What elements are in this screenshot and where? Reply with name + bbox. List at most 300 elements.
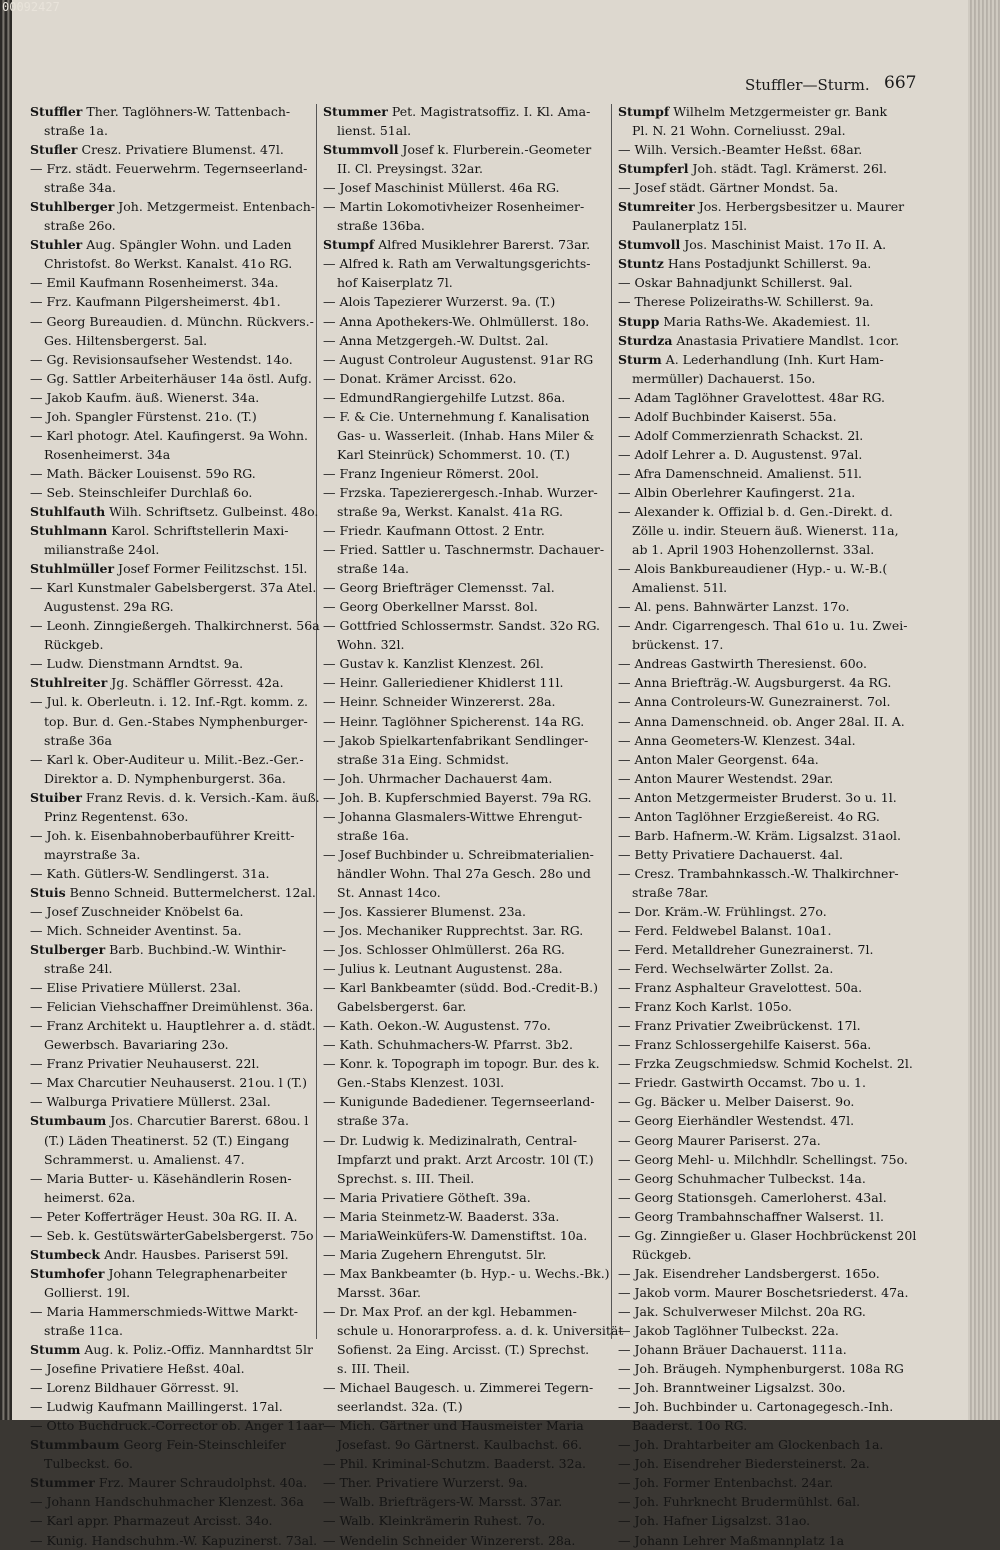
entry-text: s. III. Theil.	[337, 1361, 410, 1377]
entry-text: — Joh. Bräugeh. Nymphenburgerst. 108a RG	[618, 1361, 904, 1377]
entry-text: Josef k. Flurberein.-Geometer	[398, 142, 592, 158]
directory-line	[30, 883, 315, 902]
directory-line	[323, 769, 608, 788]
entry-text: — Jos. Mechaniker Rupprechtst. 3ar. RG.	[323, 923, 584, 939]
directory-line	[323, 1302, 608, 1321]
column-divider	[316, 104, 317, 1339]
entry-text: — Maria Hammerschmieds-Wittwe Markt-	[30, 1303, 299, 1319]
entry-text: — Karl photogr. Atel. Kaufingerst. 9a Wohn.	[30, 427, 309, 443]
entry-text: — MariaWeinküfers-W. Damenstiftst. 10a.	[323, 1227, 588, 1243]
entry-text: — Max Charcutier Neuhauserst. 21ou. l (T.)	[30, 1075, 307, 1091]
entry-text: — Franz Schlossergehilfe Kaiserst. 56a.	[618, 1037, 872, 1053]
entry-text: II. Cl. Preysingst. 32ar.	[337, 161, 483, 177]
entry-text: Hans Postadjunkt Schillerst. 9a.	[663, 256, 872, 272]
directory-line	[30, 1131, 315, 1150]
entry-text: Gewerbsch. Bavariaring 23o.	[44, 1037, 229, 1053]
directory-line	[323, 921, 608, 940]
entry-text: — Maria Steinmetz-W. Baaderst. 33a.	[323, 1208, 560, 1224]
directory-line	[323, 235, 608, 254]
directory-line	[30, 864, 315, 883]
directory-line	[323, 1454, 608, 1473]
entry-text: Josefast. 9o Gärtnerst. Kaulbachst. 66.	[337, 1437, 583, 1453]
directory-line	[618, 1492, 903, 1511]
entry-text: — Joh. Fuhrknecht Brudermühlst. 6al.	[618, 1494, 861, 1510]
entry-text: — Anton Maler Georgenst. 64a.	[618, 751, 819, 767]
directory-line	[30, 388, 315, 407]
entry-text: — Jos. Kassierer Blumenst. 23a.	[323, 903, 526, 919]
entry-text: straße 31a Eing. Schmidst.	[337, 751, 509, 767]
directory-line	[323, 1378, 608, 1397]
directory-line	[618, 369, 903, 388]
directory-line	[30, 121, 315, 140]
directory-line	[323, 692, 608, 711]
entry-text: Franz Revis. d. k. Versich.-Kam. äuß.	[81, 789, 320, 805]
directory-line	[323, 1340, 608, 1359]
directory-line	[30, 540, 315, 559]
entry-text: — Friedr. Gastwirth Occamst. 7bo u. 1.	[618, 1075, 866, 1091]
directory-line	[618, 997, 903, 1016]
surname: Stumpferl	[618, 161, 689, 177]
entry-text: — August Controleur Augustenst. 91ar RG	[323, 351, 594, 367]
entry-text: — Georg Oberkellner Marsst. 8ol.	[323, 599, 538, 615]
entry-text: — Elise Privatiere Müllerst. 23al.	[30, 980, 241, 996]
entry-text: — Alexander k. Offizial b. d. Gen.-Direkt. d.	[618, 503, 893, 519]
directory-line	[30, 216, 315, 235]
entry-text: straße 36a	[44, 732, 112, 748]
entry-text: — Friedr. Kaufmann Ottost. 2 Entr.	[323, 523, 545, 539]
page-number: 667	[884, 73, 917, 93]
directory-line	[30, 1264, 315, 1283]
directory-line	[618, 616, 908, 635]
directory-line	[618, 1092, 903, 1111]
entry-text: — Peter Kofferträger Heust. 30a RG. II. A.	[30, 1208, 298, 1224]
entry-text: — Math. Bäcker Louisenst. 59o RG.	[30, 465, 256, 481]
directory-line	[30, 940, 315, 959]
entry-text: — Michael Baugesch. u. Zimmerei Tegern-	[323, 1380, 594, 1396]
directory-line	[323, 350, 608, 369]
entry-text: — Phil. Kriminal-Schutzm. Baaderst. 32a.	[323, 1456, 587, 1472]
directory-line	[30, 921, 315, 940]
directory-line	[30, 750, 315, 769]
entry-text: straße 9a, Werkst. Kanalst. 41a RG.	[337, 503, 564, 519]
directory-line	[30, 292, 315, 311]
entry-text: — Lorenz Bildhauer Görresst. 9l.	[30, 1380, 239, 1396]
entry-text: — Johanna Glasmalers-Wittwe Ehrengut-	[323, 808, 583, 824]
directory-line	[323, 1435, 608, 1454]
directory-line	[30, 1245, 315, 1264]
directory-line	[323, 445, 608, 464]
entry-text: Wohn. 32l.	[337, 637, 405, 653]
directory-line	[618, 254, 903, 273]
directory-line	[30, 673, 315, 692]
directory-line	[30, 654, 315, 673]
directory-line	[618, 559, 903, 578]
entry-text: — Johann Handschuhmacher Klenzest. 36a	[30, 1494, 304, 1510]
directory-line	[618, 350, 903, 369]
entry-text: — Johann Lehrer Maßmannplatz 1a	[618, 1532, 845, 1548]
directory-line	[618, 426, 903, 445]
directory-line	[323, 1111, 608, 1130]
entry-text: straße 14a.	[337, 561, 409, 577]
directory-line	[323, 959, 608, 978]
directory-line	[618, 807, 903, 826]
entry-text: Wilhelm Metzgermeister gr. Bank	[669, 104, 888, 119]
entry-text: — Kath. Schuhmachers-W. Pfarrst. 3b2.	[323, 1037, 573, 1053]
directory-line	[30, 445, 315, 464]
directory-line	[30, 1359, 315, 1378]
entry-text: — Franz Koch Karlst. 105o.	[618, 999, 793, 1015]
entry-text: — Otto Buchdruck.-Corrector ob. Anger 11aar	[30, 1418, 324, 1434]
entry-text: Impfarzt und prakt. Arzt Arcostr. 10l (T.)	[337, 1151, 594, 1167]
directory-line	[618, 1169, 903, 1188]
directory-line	[30, 1416, 324, 1435]
entry-text: — Maria Zugehern Ehrengutst. 5lr.	[323, 1246, 547, 1262]
directory-line	[30, 845, 315, 864]
directory-line	[30, 502, 319, 521]
directory-line	[618, 959, 903, 978]
entry-text: — Jakob Kaufm. äuß. Wienerst. 34a.	[30, 389, 260, 405]
entry-text: — Jakob Spielkartenfabrikant Sendlinger-	[323, 732, 589, 748]
entry-text: straße 37a.	[337, 1113, 409, 1129]
entry-text: — F. & Cie. Unternehmung f. Kanalisation	[323, 408, 590, 424]
entry-text: — Ferd. Feldwebel Balanst. 10a1.	[618, 923, 832, 939]
entry-text: Jg. Schäffler Görresst. 42a.	[107, 675, 284, 691]
directory-line	[30, 331, 315, 350]
directory-line	[323, 1169, 608, 1188]
directory-line	[30, 102, 315, 121]
entry-text: Direktor a. D. Nymphenburgerst. 36a.	[44, 770, 286, 786]
directory-line	[323, 369, 608, 388]
entry-text: Amalienst. 51l.	[632, 580, 728, 596]
directory-line	[323, 750, 608, 769]
directory-line	[618, 731, 903, 750]
entry-text: Frz. Maurer Schraudolphst. 40a.	[94, 1475, 308, 1491]
directory-line	[323, 788, 608, 807]
entry-text: straße 11ca.	[44, 1323, 123, 1338]
entry-text: — Kunig. Handschuhm.-W. Kapuzinerst. 73al.	[30, 1532, 318, 1548]
directory-line	[618, 692, 903, 711]
directory-line	[618, 1302, 903, 1321]
entry-text: mermüller) Dachauerst. 15o.	[632, 370, 816, 386]
surname: Stulberger	[30, 942, 106, 958]
directory-line	[618, 978, 903, 997]
entry-text: — Wendelin Schneider Winzererst. 28a.	[323, 1532, 576, 1548]
entry-text: Ges. Hiltensbergerst. 5al.	[44, 332, 208, 348]
directory-line	[618, 826, 903, 845]
directory-line	[618, 864, 903, 883]
entry-text: — Adolf Lehrer a. D. Augustenst. 97al.	[618, 446, 863, 462]
entry-text: — Joh. Hafner Ligsalzst. 31ao.	[618, 1513, 811, 1529]
entry-text: — Georg Maurer Pariserst. 27a.	[618, 1132, 821, 1148]
entry-text: — Adam Taglöhner Gravelottest. 48ar RG.	[618, 389, 886, 405]
directory-line	[30, 235, 315, 254]
entry-text: — Kunigunde Badediener. Tegernseerland-	[323, 1094, 595, 1110]
directory-column-1	[30, 102, 324, 1550]
directory-line	[30, 1511, 315, 1530]
entry-text: Jos. Charcutier Barerst. 68ou. l	[106, 1113, 309, 1129]
entry-text: — Franz Asphalteur Gravelottest. 50a.	[618, 980, 863, 996]
entry-text: — Mich. Gärtner und Hausmeister Maria	[323, 1418, 584, 1434]
entry-text: Jos. Maschinist Maist. 17o II. A.	[680, 237, 887, 253]
directory-line	[30, 597, 315, 616]
entry-text: Pl. N. 21 Wohn. Corneliusst. 29al.	[632, 123, 846, 139]
directory-line	[323, 159, 608, 178]
entry-text: — Franz Privatier Neuhauserst. 22l.	[30, 1056, 260, 1072]
directory-line	[618, 1435, 903, 1454]
entry-text: — EdmundRangiergehilfe Lutzst. 86a.	[323, 389, 566, 405]
directory-line	[323, 1245, 608, 1264]
entry-text: ab 1. April 1903 Hohenzollernst. 33al.	[632, 542, 875, 558]
entry-text: schule u. Honorarprofess. a. d. k. Universität	[337, 1323, 624, 1338]
directory-line	[323, 197, 608, 216]
directory-line	[323, 502, 608, 521]
directory-line	[323, 883, 608, 902]
entry-text: — Josef Buchbinder u. Schreibmaterialien-	[323, 846, 594, 862]
directory-line	[618, 845, 903, 864]
directory-line	[618, 1131, 903, 1150]
directory-line	[30, 1150, 315, 1169]
surname: Stuhlmann	[30, 523, 108, 539]
entry-text: — Jos. Schlosser Ohlmüllerst. 26a RG.	[323, 942, 565, 958]
entry-text: — Joh. Uhrmacher Dachauerst 4am.	[323, 770, 553, 786]
entry-text: — Anton Metzgermeister Bruderst. 3o u. 1l.	[618, 789, 897, 805]
directory-line	[618, 140, 903, 159]
entry-text: — Ludwig Kaufmann Maillingerst. 17al.	[30, 1399, 283, 1415]
entry-text: — Konr. k. Topograph im topogr. Bur. des k.	[323, 1056, 600, 1072]
right-page-edges	[968, 0, 1000, 1420]
entry-text: — Georg Mehl- u. Milchhdlr. Schellingst. 75o.	[618, 1151, 908, 1167]
directory-line	[323, 254, 608, 273]
entry-text: Josef Former Feilitzschst. 15l.	[114, 561, 308, 577]
directory-line	[618, 235, 903, 254]
entry-text: — Jak. Schulverweser Milchst. 20a RG.	[618, 1303, 866, 1319]
directory-line	[30, 521, 315, 540]
directory-line	[323, 464, 608, 483]
directory-line	[323, 635, 608, 654]
entry-text: St. Annast 14co.	[337, 884, 441, 900]
directory-line	[30, 369, 315, 388]
directory-line	[30, 140, 315, 159]
entry-text: — Alois Bankbureaudiener (Hyp.- u. W.-B.(	[618, 561, 888, 577]
entry-text: — Gottfried Schlossermstr. Sandst. 32o RG.	[323, 618, 600, 634]
directory-line	[618, 331, 903, 350]
entry-text: — Wilh. Versich.-Beamter Heßst. 68ar.	[618, 142, 863, 158]
entry-text: — Kath. Oekon.-W. Augustenst. 77o.	[323, 1018, 551, 1034]
directory-line	[618, 178, 903, 197]
directory-line	[323, 273, 608, 292]
directory-line	[323, 1073, 608, 1092]
directory-line	[30, 1492, 315, 1511]
entry-text: — Josef städt. Gärtner Mondst. 5a.	[618, 180, 839, 196]
directory-line	[323, 312, 608, 331]
directory-line	[30, 1302, 315, 1321]
directory-line	[30, 483, 315, 502]
directory-line	[323, 1188, 608, 1207]
directory-line	[30, 407, 315, 426]
entry-text: — Joh. B. Kupferschmied Bayerst. 79a RG.	[323, 789, 592, 805]
entry-text: Paulanerplatz 15l.	[632, 218, 748, 234]
directory-line	[323, 1054, 608, 1073]
directory-line	[323, 997, 608, 1016]
directory-line	[30, 1531, 318, 1550]
directory-line	[618, 750, 903, 769]
directory-line	[30, 1321, 315, 1340]
entry-text: — Georg Schuhmacher Tulbeckst. 14a.	[618, 1170, 866, 1186]
entry-text: lienst. 51al.	[337, 123, 412, 139]
entry-text: Joh. Metzgermeist. Entenbach-	[114, 199, 315, 215]
directory-line	[323, 540, 608, 559]
directory-line	[30, 1169, 315, 1188]
directory-line	[618, 1245, 903, 1264]
directory-line	[323, 597, 608, 616]
entry-text: Zölle u. indir. Steuern äuß. Wienerst. 11a,	[632, 523, 899, 539]
entry-text: — Walburga Privatiere Müllerst. 23al.	[30, 1094, 271, 1110]
entry-text: — Cresz. Trambahnkassch.-W. Thalkirchner-	[618, 865, 899, 881]
entry-text: Christofst. 8o Werkst. Kanalst. 41o RG.	[44, 256, 293, 272]
entry-text: — Walb. Kleinkrämerin Ruhest. 7o.	[323, 1513, 546, 1529]
directory-line	[323, 712, 608, 731]
surname: Stumpf	[618, 104, 670, 119]
entry-text: — Anna Metzgergeh.-W. Dultst. 2al.	[323, 332, 549, 348]
directory-line	[323, 426, 608, 445]
directory-line	[618, 1511, 903, 1530]
entry-text: — Anton Maurer Westendst. 29ar.	[618, 770, 834, 786]
directory-line	[323, 1131, 608, 1150]
entry-text: brückenst. 17.	[632, 637, 724, 653]
directory-line	[30, 712, 315, 731]
entry-text: — Frzka Zeugschmiedsw. Schmid Kochelst. 2l.	[618, 1056, 913, 1072]
entry-text: Joh. städt. Tagl. Krämerst. 26l.	[688, 161, 887, 177]
directory-line	[30, 273, 315, 292]
entry-text: — Andr. Cigarrengesch. Thal 61o u. 1u. Zwei-	[618, 618, 908, 634]
directory-line	[618, 1531, 903, 1550]
entry-text: — Seb. Steinschleifer Durchlaß 6o.	[30, 484, 253, 500]
directory-line	[618, 902, 903, 921]
entry-text: — Josef Maschinist Müllerst. 46a RG.	[323, 180, 560, 196]
surname: Stummer	[30, 1475, 95, 1491]
directory-line	[618, 940, 903, 959]
directory-line	[30, 616, 320, 635]
entry-text: Wilh. Schriftsetz. Gulbeinst. 48o.	[105, 503, 319, 519]
entry-text: — Fried. Sattler u. Taschnermstr. Dachauer-	[323, 542, 605, 558]
directory-line	[618, 273, 903, 292]
directory-line	[30, 1035, 315, 1054]
directory-line	[618, 312, 903, 331]
directory-line	[323, 845, 608, 864]
directory-line	[618, 464, 903, 483]
surname: Stuntz	[618, 256, 664, 272]
entry-text: Barb. Buchbind.-W. Winthir-	[105, 942, 287, 958]
surname: Stumbeck	[30, 1246, 101, 1262]
directory-line	[618, 673, 903, 692]
entry-text: — Joh. Buchbinder u. Cartonagegesch.-Inh.	[618, 1399, 894, 1415]
entry-text: — Kath. Gütlers-W. Sendlingerst. 31a.	[30, 865, 270, 881]
entry-text: — Adolf Buchbinder Kaiserst. 55a.	[618, 408, 837, 424]
entry-text: — Ferd. Wechselwärter Zollst. 2a.	[618, 961, 834, 977]
entry-text: Rosenheimerst. 34a	[44, 446, 171, 462]
directory-line	[618, 502, 903, 521]
entry-text: Gas- u. Wasserleit. (Inhab. Hans Miler &	[337, 427, 595, 443]
directory-line	[323, 121, 608, 140]
entry-text: Maria Raths-We. Akademiest. 1l.	[659, 313, 871, 329]
directory-line	[30, 959, 315, 978]
directory-line	[30, 826, 315, 845]
entry-text: — Jul. k. Oberleutn. i. 12. Inf.-Rgt. komm. z.	[30, 694, 308, 710]
directory-line	[30, 1092, 315, 1111]
directory-line	[618, 635, 903, 654]
directory-line	[323, 978, 608, 997]
entry-text: — Jakob vorm. Maurer Boschetsriederst. 47a.	[618, 1284, 909, 1300]
entry-text: — Joh. Branntweiner Ligsalzst. 30o.	[618, 1380, 846, 1396]
entry-text: — Anna Damenschneid. ob. Anger 28al. II. A.	[618, 713, 905, 729]
directory-line	[30, 997, 315, 1016]
entry-text: — Ludw. Dienstmann Arndtst. 9a.	[30, 656, 244, 672]
entry-text: — Joh. Spangler Fürstenst. 21o. (T.)	[30, 408, 257, 424]
directory-line	[323, 578, 608, 597]
directory-line	[323, 807, 608, 826]
directory-column-3	[618, 102, 917, 1550]
directory-line	[323, 1397, 608, 1416]
left-page-edge	[0, 0, 12, 1420]
entry-text: — Gg. Revisionsaufseher Westendst. 14o.	[30, 351, 293, 367]
entry-text: — Ther. Privatiere Wurzerst. 9a.	[323, 1475, 528, 1491]
directory-line	[323, 521, 608, 540]
directory-line	[323, 388, 608, 407]
directory-line	[323, 1207, 608, 1226]
directory-line	[30, 159, 315, 178]
directory-line	[618, 159, 903, 178]
directory-line	[323, 102, 608, 121]
directory-line	[323, 216, 608, 235]
entry-text: Gabelsbergerst. 6ar.	[337, 999, 467, 1015]
entry-text: — Maria Butter- u. Käsehändlerin Rosen-	[30, 1170, 292, 1186]
directory-line	[323, 559, 608, 578]
entry-text: — Leonh. Zinngießergeh. Thalkirchnerst. 56a	[30, 618, 320, 634]
directory-line	[618, 1378, 903, 1397]
directory-line	[30, 1111, 315, 1130]
entry-text: — Georg Bureaudien. d. Münchn. Rückvers.-	[30, 313, 314, 329]
entry-text: — Dor. Kräm.-W. Frühlingst. 27o.	[618, 903, 827, 919]
directory-line	[30, 1340, 315, 1359]
directory-line	[323, 826, 608, 845]
entry-text: — Georg Stationsgeh. Camerloherst. 43al.	[618, 1189, 887, 1205]
entry-text: — Karl k. Ober-Auditeur u. Milit.-Bez.-Ger.-	[30, 751, 304, 767]
entry-text: Karol. Schriftstellerin Maxi-	[107, 523, 289, 539]
entry-text: — Al. pens. Bahnwärter Lanzst. 17o.	[618, 599, 850, 615]
entry-text: — Gustav k. Kanzlist Klenzest. 26l.	[323, 656, 544, 672]
entry-text: Aug. k. Poliz.-Offiz. Mannhardtst 5lr	[80, 1342, 313, 1358]
entry-text: — Georg Eierhändler Westendst. 47l.	[618, 1113, 855, 1129]
entry-text: — Seb. k. GestütswärterGabelsbergerst. 75o	[30, 1227, 314, 1243]
directory-line	[30, 464, 315, 483]
directory-line	[323, 1150, 608, 1169]
directory-line	[323, 483, 608, 502]
entry-text: Augustenst. 29a RG.	[44, 599, 174, 615]
directory-line	[618, 521, 903, 540]
directory-line	[30, 197, 315, 216]
directory-line	[618, 1283, 909, 1302]
entry-text: Alfred Musiklehrer Barerst. 73ar.	[374, 237, 591, 253]
surname: Stuhlberger	[30, 199, 115, 215]
entry-text: mayrstraße 3a.	[44, 846, 141, 862]
directory-line	[30, 1054, 315, 1073]
entry-text: Ther. Taglöhners-W. Tattenbach-	[82, 104, 291, 119]
entry-text: — Anton Taglöhner Erzgießereist. 4o RG.	[618, 808, 880, 824]
entry-text: — Frz. Kaufmann Pilgersheimerst. 4b1.	[30, 294, 281, 310]
directory-line	[30, 1207, 315, 1226]
directory-line	[30, 1073, 315, 1092]
entry-text: — Heinr. Taglöhner Spicherenst. 14a RG.	[323, 713, 585, 729]
